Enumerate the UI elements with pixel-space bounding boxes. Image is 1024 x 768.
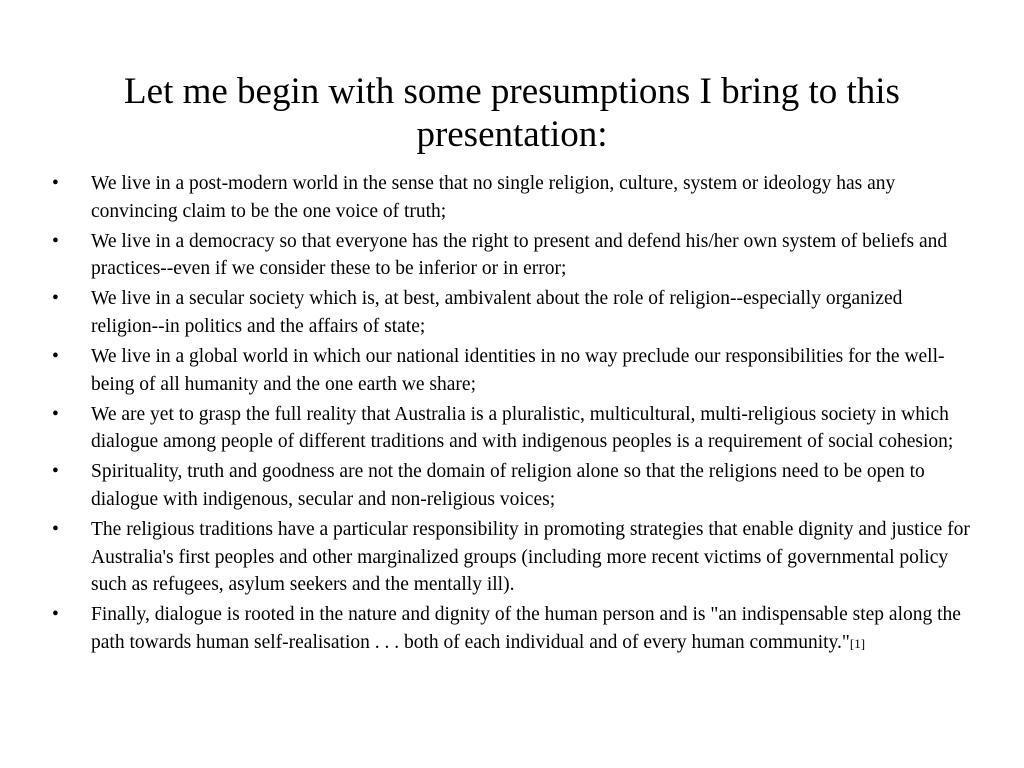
bullet-text: We live in a global world in which our national identities in no way preclude our responsibilities for the well-being of all humanity and the one earth we share;	[91, 346, 945, 395]
bullet-item-5	[52, 401, 972, 456]
bullet-text: We are yet to grasp the full reality that Australia is a pluralistic, multicultural, multi-religious society in which dialogue among people of different traditions and with indigenous peoples is a requirement of social cohesion;	[91, 403, 954, 453]
bullet-item-2	[52, 228, 972, 283]
bullet-item-8	[52, 601, 972, 657]
presumptions-list	[52, 170, 972, 660]
footnote-link[interactable]: [1]	[849, 636, 866, 651]
bullet-marker: •	[52, 230, 59, 252]
bullet-text: We live in a secular society which is, at best, ambivalent about the role of religion--especially organized religion--in politics and the affairs of state;	[91, 288, 903, 337]
bullet-item-1	[52, 170, 972, 225]
bullet-marker: •	[52, 519, 59, 541]
bullet-marker: •	[52, 288, 59, 310]
bullet-text: The religious traditions have a particular responsibility in promoting strategies that enable dignity and justice for Australia's first peoples and other marginalized groups (including more recent victims of governmental policy such as refugees, asylum seekers and the mentally ill).	[91, 519, 970, 596]
bullet-text: Spirituality, truth and goodness are not the domain of religion alone so that the religions need to be open to dialogue with indigenous, secular and non-religious voices;	[91, 461, 925, 511]
bullet-text: We live in a post-modern world in the sense that no single religion, culture, system or ideology has any convincing claim to be the one voice of truth;	[91, 173, 896, 222]
bullet-item-6	[52, 458, 972, 513]
bullet-marker: •	[52, 346, 59, 368]
bullet-marker: •	[52, 403, 59, 425]
bullet-marker: •	[52, 604, 59, 626]
bullet-marker: •	[52, 461, 59, 483]
bullet-text: Finally, dialogue is rooted in the nature and dignity of the human person and is "an indispensable step along the path towards human self-realisation . . . both of each individual and of every human community."	[91, 604, 961, 653]
bullet-item-7	[52, 516, 972, 599]
bullet-item-3	[52, 285, 972, 340]
bullet-text: We live in a democracy so that everyone has the right to present and defend his/her own system of beliefs and practices--even if we consider these to be inferior or in error;	[91, 230, 948, 280]
bullet-marker: •	[52, 173, 59, 194]
slide-title: Let me begin with some presumptions I bring to this presentation:	[124, 71, 900, 155]
bullet-item-4	[52, 343, 972, 398]
